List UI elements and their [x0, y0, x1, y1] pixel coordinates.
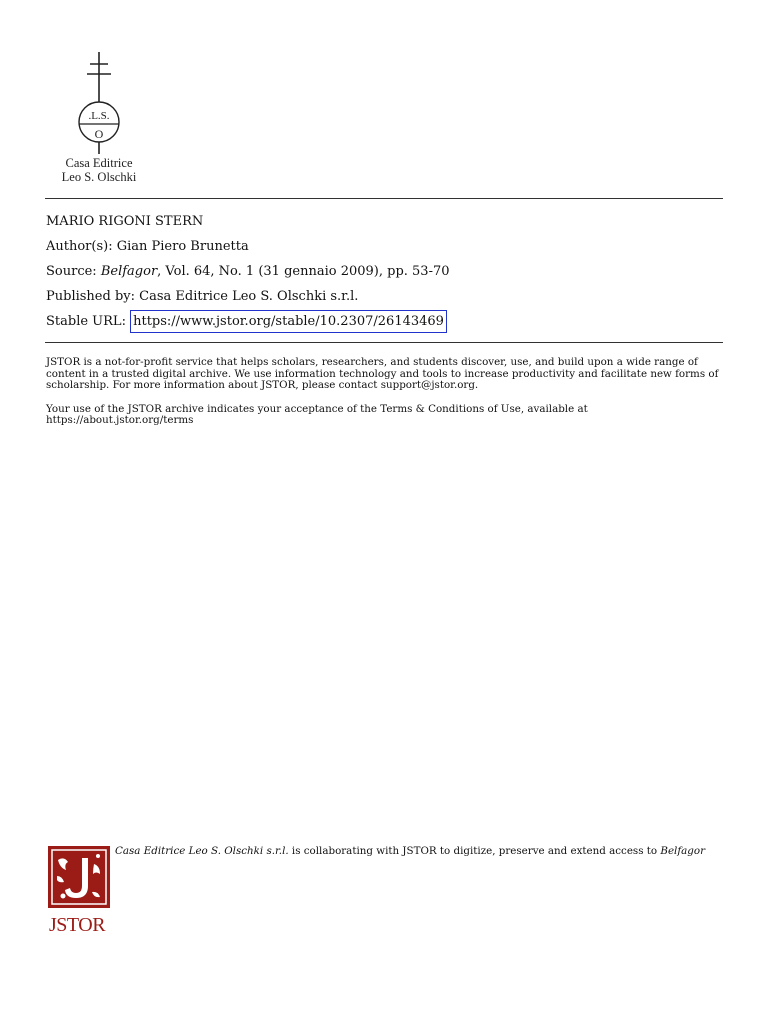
author-line: [46, 234, 450, 259]
notice-paragraph-terms: Your use of the JSTOR archive indicates your acceptance of the Terms & Conditions of Use, available at https://about.jstor.org/terms: [46, 402, 588, 426]
emblem-monogram-top: .L.S.: [88, 110, 110, 122]
olschki-emblem-icon: [76, 52, 122, 154]
publisher-name-line2: Leo S. Olschki: [61, 170, 137, 184]
collab-text: is collaborating with JSTOR to digitize, preserve and extend access to: [288, 845, 661, 857]
publisher-logo: [50, 52, 150, 184]
publisher-name: [50, 156, 148, 184]
stable-url-label: Stable URL:: [46, 314, 126, 329]
emblem-monogram-bottom: O: [94, 127, 104, 141]
article-title: MARIO RIGONI STERN: [46, 214, 204, 229]
author-label: Author(s):: [46, 239, 113, 254]
source-line: [46, 259, 450, 284]
jstor-notice: [46, 357, 726, 439]
collaboration-statement: [115, 846, 715, 858]
source-label: Source:: [46, 264, 97, 279]
published-label: Published by:: [46, 289, 135, 304]
publisher-line: [46, 284, 450, 309]
journal-title: Belfagor: [100, 264, 158, 279]
article-metadata: [46, 209, 450, 334]
publisher-name-line1: Casa Editrice: [65, 156, 133, 170]
collab-journal: Belfagor: [660, 845, 705, 857]
source-details: , Vol. 64, No. 1 (31 gennaio 2009), pp. 53-70: [157, 264, 450, 279]
stable-url-line: [46, 309, 450, 334]
notice-paragraph-service: JSTOR is a not-for-profit service that helps scholars, researchers, and students discover, use, and build upon a wide range of content in a trusted digital archive. We use information technology and tools to increase productivity and facilitate new forms of scholarship. For more information about JSTOR, please contact support@jstor.org.: [46, 356, 719, 391]
publisher-value: Casa Editrice Leo S. Olschki s.r.l.: [139, 289, 359, 304]
jstor-emblem-icon: [48, 846, 110, 908]
jstor-logo: [48, 846, 114, 937]
top-divider: [45, 198, 723, 199]
collab-publisher: Casa Editrice Leo S. Olschki s.r.l.: [115, 845, 289, 857]
middle-divider: [45, 342, 723, 343]
stable-url-link[interactable]: https://www.jstor.org/stable/10.2307/26143469: [130, 310, 447, 333]
author-name: Gian Piero Brunetta: [116, 239, 249, 254]
jstor-wordmark: JSTOR: [49, 914, 106, 936]
